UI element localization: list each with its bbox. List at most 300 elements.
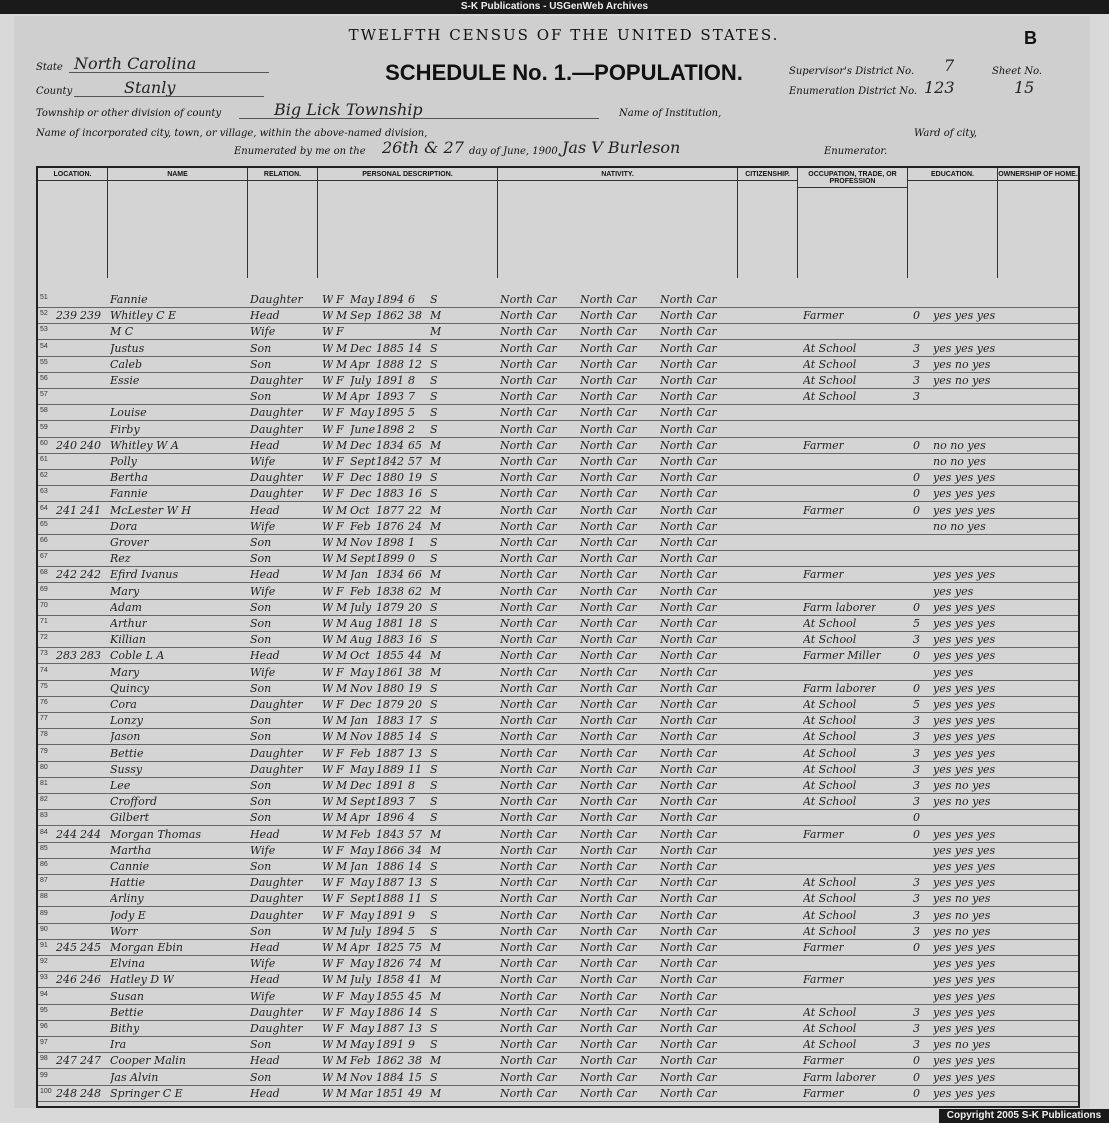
cell-rel: Daughter — [250, 892, 303, 906]
table-row — [38, 681, 1078, 697]
cell-n: 74 — [40, 666, 48, 674]
cell-ed: yes yes yes — [933, 973, 996, 987]
cell-fb: North Car — [580, 568, 637, 582]
cell-occ: Farm laborer — [803, 681, 877, 695]
table-row — [38, 454, 1078, 470]
cell-mb: North Car — [660, 487, 717, 501]
cell-ms: S — [430, 374, 438, 387]
cell-race: W — [322, 390, 334, 404]
cell-rel: Son — [250, 1038, 272, 1052]
cell-birth: North Car — [500, 698, 557, 711]
cell-name: Hattie — [110, 876, 146, 890]
cell-occ: Farmer — [803, 973, 844, 987]
table-row — [38, 908, 1078, 924]
cell-birth: North Car — [500, 309, 557, 323]
cell-age: 16 — [408, 633, 422, 647]
cell-mb: North Car — [660, 503, 717, 517]
cell-n: 63 — [40, 488, 48, 496]
cell-age: 20 — [408, 600, 422, 614]
cell-birth: North Car — [500, 374, 557, 387]
cell-yr: 1834 — [376, 568, 404, 582]
cell-dw: 246 — [56, 973, 77, 987]
cell-race: W — [322, 698, 334, 711]
cell-name: Lonzy — [110, 714, 144, 728]
cell-fb: North Car — [580, 941, 637, 954]
cell-yr: 1876 — [376, 519, 404, 533]
cell-birth: North Car — [500, 892, 557, 906]
cell-sex: F — [336, 325, 344, 339]
cell-n: 64 — [40, 504, 48, 512]
cell-ms: S — [430, 924, 438, 938]
cell-age: 7 — [408, 390, 415, 404]
cell-fb: North Car — [580, 827, 637, 841]
cell-mo: Sept — [350, 552, 376, 566]
cell-race: W — [322, 973, 334, 987]
table-row — [38, 940, 1078, 956]
cell-sex: M — [336, 860, 348, 873]
cell-name: Grover — [110, 536, 149, 549]
table-row — [38, 762, 1078, 778]
cell-name: Lee — [110, 779, 131, 792]
cell-occ: Farmer — [803, 1086, 844, 1100]
cell-yr: 1843 — [376, 827, 404, 841]
cell-race: W — [322, 665, 334, 679]
cell-sch: 3 — [913, 908, 920, 922]
cell-sex: M — [336, 1054, 348, 1068]
cell-ed: yes yes yes — [933, 309, 996, 323]
cell-mo: Aug — [350, 633, 373, 647]
cell-occ: Farm laborer — [803, 600, 877, 614]
cell-ed: yes no yes — [933, 908, 991, 922]
cell-birth: North Car — [500, 762, 557, 776]
cell-yr: 1877 — [376, 503, 404, 517]
cell-ms: S — [430, 730, 438, 744]
cell-mb: North Car — [660, 309, 717, 323]
cell-sex: M — [336, 795, 348, 809]
cell-age: 19 — [408, 471, 422, 485]
cell-mb: North Car — [660, 941, 717, 954]
table-row — [38, 405, 1078, 421]
cell-mb: North Car — [660, 536, 717, 549]
cell-mo: Feb — [350, 1054, 371, 1068]
cell-race: W — [322, 438, 334, 452]
cell-rel: Daughter — [250, 374, 303, 387]
cell-mo: Nov — [350, 1070, 373, 1084]
cell-ed: no no yes — [933, 438, 986, 452]
table-row — [38, 972, 1078, 988]
cell-n: 55 — [40, 358, 48, 366]
cell-name: Firby — [110, 422, 140, 436]
cell-birth: North Car — [500, 1070, 557, 1084]
cell-name: Dora — [110, 519, 138, 533]
cell-ed: yes yes yes — [933, 762, 996, 776]
cell-mo: Apr — [350, 357, 371, 371]
cell-sex: M — [336, 341, 348, 355]
cell-ms: M — [430, 584, 442, 598]
table-row — [38, 535, 1078, 551]
cell-age: 13 — [408, 876, 422, 890]
supervisor-value: 7 — [944, 56, 955, 75]
cell-occ: Farmer Miller — [803, 649, 881, 663]
table-row — [38, 341, 1078, 357]
cell-yr: 1866 — [376, 843, 404, 857]
cell-name: Gilbert — [110, 811, 150, 825]
cell-race: W — [322, 746, 334, 760]
cell-yr: 1888 — [376, 357, 404, 371]
cell-fb: North Car — [580, 973, 637, 987]
cell-mb: North Car — [660, 876, 717, 890]
cell-yr: 1825 — [376, 941, 404, 954]
cell-n: 77 — [40, 715, 48, 723]
cell-occ: At School — [803, 357, 857, 371]
cell-occ: At School — [803, 730, 857, 744]
cell-mo: Jan — [350, 568, 369, 582]
cell-sex: F — [336, 908, 344, 922]
cell-sex: M — [336, 309, 348, 323]
table-row — [38, 1086, 1078, 1102]
cell-sch: 3 — [913, 1005, 920, 1019]
cell-birth: North Car — [500, 471, 557, 485]
cell-mb: North Car — [660, 957, 717, 971]
cell-n: 98 — [40, 1055, 48, 1063]
cell-age: 14 — [408, 341, 422, 355]
cell-ed: yes no yes — [933, 892, 991, 906]
cell-mb: North Car — [660, 357, 717, 371]
cell-mo: Sept — [350, 892, 376, 906]
cell-sch: 0 — [913, 1070, 920, 1084]
table-row — [38, 843, 1078, 859]
cell-occ: At School — [803, 876, 857, 890]
cell-yr: 1880 — [376, 471, 404, 485]
cell-ed: yes yes yes — [933, 1086, 996, 1100]
cell-rel: Daughter — [250, 487, 303, 501]
cell-mb: North Car — [660, 519, 717, 533]
cell-mb: North Car — [660, 293, 717, 306]
cell-mb: North Car — [660, 795, 717, 809]
cell-age: 0 — [408, 552, 415, 566]
cell-birth: North Car — [500, 487, 557, 501]
cell-n: 53 — [40, 326, 48, 334]
cell-ms: S — [430, 357, 438, 371]
cell-yr: 1887 — [376, 746, 404, 760]
cell-mo: Sep — [350, 309, 372, 323]
cell-n: 86 — [40, 861, 48, 868]
cell-ed: yes yes yes — [933, 941, 996, 954]
cell-sch: 5 — [913, 617, 920, 630]
cell-name: Caleb — [110, 357, 143, 371]
cell-ed: yes yes — [933, 665, 974, 679]
cell-ed: yes yes yes — [933, 341, 996, 355]
cell-name: Cannie — [110, 860, 150, 873]
cell-mb: North Car — [660, 924, 717, 938]
cell-fb: North Car — [580, 892, 637, 906]
cell-age: 74 — [408, 957, 422, 971]
cell-rel: Daughter — [250, 908, 303, 922]
cell-rel: Head — [250, 973, 280, 987]
cell-race: W — [322, 617, 334, 630]
enumerator-label: Enumerator. — [824, 146, 888, 157]
cell-birth: North Car — [500, 746, 557, 760]
cell-mb: North Car — [660, 908, 717, 922]
table-row — [38, 713, 1078, 729]
cell-n: 58 — [40, 407, 48, 415]
cell-ms: S — [430, 1070, 438, 1084]
cell-age: 5 — [408, 406, 415, 420]
cell-race: W — [322, 649, 334, 663]
cell-yr: 1884 — [376, 1070, 404, 1084]
cell-name: Crofford — [110, 795, 158, 809]
cell-age: 13 — [408, 1022, 422, 1035]
cell-sch: 0 — [913, 827, 920, 841]
cell-n: 62 — [40, 472, 48, 480]
table-row — [38, 324, 1078, 340]
cell-name: Killian — [110, 633, 146, 647]
cell-sch: 0 — [913, 471, 920, 485]
cell-name: Jas Alvin — [110, 1070, 159, 1084]
cell-sex: M — [336, 600, 348, 614]
cell-occ: Farmer — [803, 568, 844, 582]
cell-fb: North Car — [580, 536, 637, 549]
cell-name: Polly — [110, 455, 137, 468]
cell-age: 11 — [408, 762, 422, 776]
cell-ms: S — [430, 779, 438, 792]
cell-age: 7 — [408, 795, 415, 809]
cell-ed: yes yes yes — [933, 487, 996, 501]
cell-race: W — [322, 568, 334, 582]
cell-mo: Dec — [350, 438, 372, 452]
cell-name: Quincy — [110, 681, 150, 695]
cell-name: Morgan Thomas — [110, 827, 202, 841]
cell-fb: North Car — [580, 924, 637, 938]
cell-mo: May — [350, 665, 375, 679]
cell-n: 97 — [40, 1039, 48, 1047]
cell-yr: 1891 — [376, 779, 404, 792]
township-value: Big Lick Township — [274, 100, 423, 119]
schedule-title: SCHEDULE No. 1.—POPULATION. — [385, 60, 743, 85]
cell-birth: North Car — [500, 357, 557, 371]
cell-rel: Head — [250, 568, 280, 582]
cell-n: 85 — [40, 844, 48, 852]
cell-name: Whitley W A — [110, 438, 179, 452]
cell-rel: Daughter — [250, 422, 303, 436]
cell-race: W — [322, 827, 334, 841]
cell-n: 94 — [40, 990, 48, 998]
cell-n: 70 — [40, 601, 48, 609]
cell-n: 69 — [40, 585, 48, 593]
cell-ed: yes yes yes — [933, 989, 996, 1003]
cell-mo: June — [350, 422, 376, 436]
county-label: County — [36, 86, 73, 97]
table-row — [38, 503, 1078, 519]
cell-rel: Daughter — [250, 876, 303, 890]
cell-sch: 3 — [913, 341, 920, 355]
table-row — [38, 584, 1078, 600]
cell-ms: S — [430, 908, 438, 922]
cell-fb: North Car — [580, 698, 637, 711]
cell-fb: North Car — [580, 487, 637, 501]
cell-mb: North Car — [660, 325, 717, 339]
cell-sex: F — [336, 762, 344, 776]
cell-mb: North Car — [660, 811, 717, 825]
cell-rel: Head — [250, 1086, 280, 1100]
cell-ed: yes yes yes — [933, 714, 996, 728]
cell-age: 38 — [408, 665, 422, 679]
cell-rel: Son — [250, 617, 272, 630]
cell-mb: North Car — [660, 600, 717, 614]
cell-name: Bithy — [110, 1022, 140, 1035]
cell-sch: 3 — [913, 633, 920, 647]
cell-age: 65 — [408, 438, 422, 452]
cell-n: 93 — [40, 974, 48, 982]
cell-mo: Dec — [350, 471, 372, 485]
cell-occ: At School — [803, 633, 857, 647]
cell-mo: May — [350, 843, 375, 857]
cell-mo: Dec — [350, 487, 372, 501]
table-row — [38, 859, 1078, 875]
cell-fb: North Car — [580, 714, 637, 728]
cell-ed: yes yes — [933, 584, 974, 598]
cell-birth: North Car — [500, 584, 557, 598]
cell-mb: North Car — [660, 698, 717, 711]
cell-mo: Sept — [350, 795, 376, 809]
cell-birth: North Car — [500, 536, 557, 549]
sheet-value: 15 — [1014, 78, 1035, 97]
cell-fb: North Car — [580, 374, 637, 387]
cell-age: 1 — [408, 536, 415, 549]
cell-sch: 3 — [913, 714, 920, 728]
cell-race: W — [322, 519, 334, 533]
enumeration-label: Enumeration District No. — [789, 86, 918, 97]
cell-ed: yes yes yes — [933, 698, 996, 711]
cell-age: 8 — [408, 779, 415, 792]
cell-occ: At School — [803, 1022, 857, 1035]
cell-rel: Son — [250, 552, 272, 566]
state-value: North Carolina — [74, 54, 197, 73]
cell-fb: North Car — [580, 341, 637, 355]
cell-birth: North Car — [500, 941, 557, 954]
cell-ms: M — [430, 649, 442, 663]
section-personal: PERSONAL DESCRIPTION. — [318, 168, 498, 278]
section-education: EDUCATION. — [908, 168, 998, 278]
cell-birth: North Car — [500, 665, 557, 679]
table-row — [38, 956, 1078, 972]
cell-name: Fannie — [110, 293, 148, 306]
cell-ms: S — [430, 746, 438, 760]
cell-occ: At School — [803, 698, 857, 711]
cell-birth: North Car — [500, 390, 557, 404]
cell-fb: North Car — [580, 665, 637, 679]
population-table — [36, 166, 1080, 1108]
cell-name: Whitley C E — [110, 309, 177, 323]
county-value: Stanly — [124, 78, 176, 97]
cell-sex: M — [336, 438, 348, 452]
cell-mo: May — [350, 406, 375, 420]
cell-name: Louise — [110, 406, 147, 420]
cell-yr: 1895 — [376, 406, 404, 420]
cell-age: 12 — [408, 357, 422, 371]
cell-race: W — [322, 552, 334, 566]
cell-sex: F — [336, 746, 344, 760]
cell-occ: At School — [803, 762, 857, 776]
cell-sex: F — [336, 876, 344, 890]
cell-sch: 0 — [913, 1054, 920, 1068]
cell-sex: M — [336, 941, 348, 954]
cell-occ: Farmer — [803, 503, 844, 517]
table-row — [38, 891, 1078, 907]
table-row — [38, 292, 1078, 308]
cell-sex: M — [336, 1086, 348, 1100]
cell-ed: yes no yes — [933, 779, 991, 792]
cell-age: 16 — [408, 487, 422, 501]
cell-ed: yes yes yes — [933, 746, 996, 760]
cell-occ: Farmer — [803, 941, 844, 954]
cell-ms: S — [430, 406, 438, 420]
cell-n: 89 — [40, 909, 48, 917]
cell-fa: 246 — [80, 973, 101, 987]
cell-fa: 242 — [80, 568, 101, 582]
cell-race: W — [322, 600, 334, 614]
cell-fb: North Car — [580, 989, 637, 1003]
cell-mb: North Car — [660, 568, 717, 582]
cell-birth: North Car — [500, 730, 557, 744]
cell-sex: M — [336, 973, 348, 987]
cell-ms: M — [430, 989, 442, 1003]
cell-sch: 0 — [913, 1086, 920, 1100]
cell-n: 66 — [40, 537, 48, 544]
cell-mo: Apr — [350, 811, 371, 825]
cell-birth: North Car — [500, 503, 557, 517]
cell-age: 4 — [408, 811, 415, 825]
cell-mo: Feb — [350, 746, 371, 760]
cell-race: W — [322, 811, 334, 825]
cell-rel: Daughter — [250, 762, 303, 776]
cell-n: 68 — [40, 569, 48, 577]
cell-yr: 1891 — [376, 374, 404, 387]
cell-name: Morgan Ebin — [110, 941, 183, 954]
cell-mb: North Car — [660, 843, 717, 857]
cell-occ: Farmer — [803, 438, 844, 452]
cell-yr: 1886 — [376, 860, 404, 873]
cell-n: 75 — [40, 682, 48, 690]
cell-n: 96 — [40, 1023, 48, 1030]
cell-birth: North Car — [500, 876, 557, 890]
cell-n: 100 — [40, 1087, 52, 1095]
table-row — [38, 778, 1078, 794]
cell-name: Arliny — [110, 892, 144, 906]
cell-race: W — [322, 941, 334, 954]
cell-yr: 1899 — [376, 552, 404, 566]
cell-rel: Wife — [250, 519, 276, 533]
cell-name: Cora — [110, 698, 137, 711]
cell-rel: Daughter — [250, 471, 303, 485]
cell-age: 57 — [408, 455, 422, 468]
cell-rel: Daughter — [250, 1005, 303, 1019]
cell-rel: Son — [250, 536, 272, 549]
cell-mo: Dec — [350, 779, 372, 792]
cell-yr: 1879 — [376, 600, 404, 614]
cell-name: Adam — [110, 600, 142, 614]
cell-race: W — [322, 1070, 334, 1084]
section-location: LOCATION. — [38, 168, 108, 278]
cell-rel: Head — [250, 941, 280, 954]
table-row — [38, 875, 1078, 891]
cell-rel: Son — [250, 779, 272, 792]
cell-name: Worr — [110, 924, 138, 938]
cell-rel: Daughter — [250, 746, 303, 760]
cell-age: 41 — [408, 973, 422, 987]
cell-mo: May — [350, 1005, 375, 1019]
cell-birth: North Car — [500, 649, 557, 663]
